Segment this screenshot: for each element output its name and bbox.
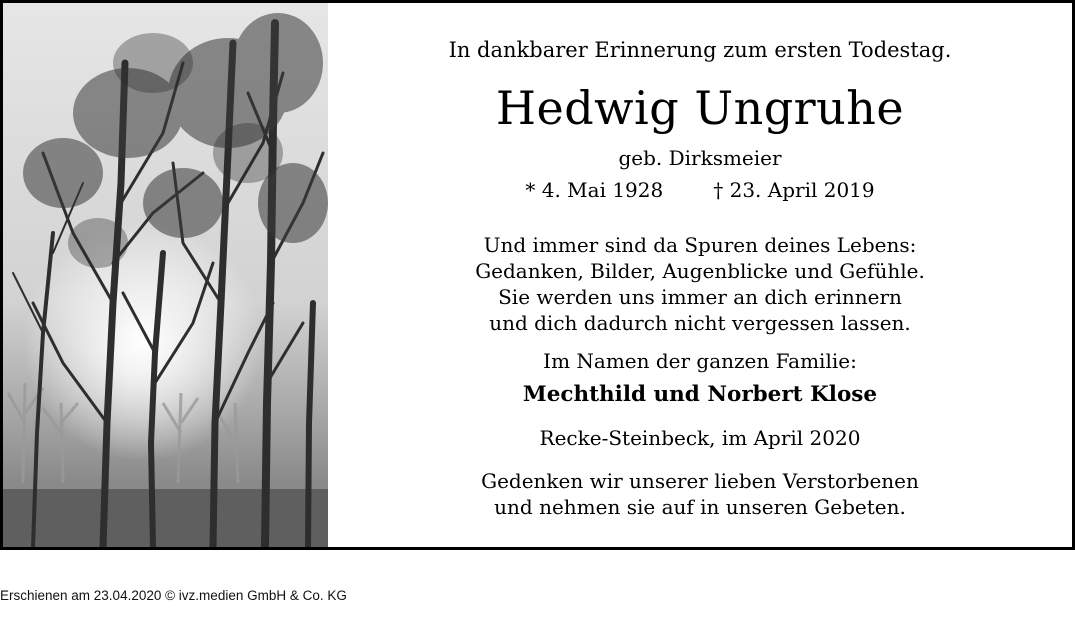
closing-line: und nehmen sie auf in unseren Gebeten.	[494, 495, 906, 519]
notice-text	[328, 3, 1072, 547]
family-names: Mechthild und Norbert Klose	[522, 382, 878, 407]
deceased-name: Hedwig Ungruhe	[495, 81, 905, 135]
death-date: † 23. April 2019	[713, 178, 875, 202]
birth-name: geb. Dirksmeier	[618, 146, 782, 170]
publication-footer: Erschienen am 23.04.2020 © ivz.medien GmbH & Co. KG	[0, 588, 347, 603]
poem-line: und dich dadurch nicht vergessen lassen.	[489, 311, 911, 335]
closing-line: Gedenken wir unserer lieben Verstorbenen	[481, 469, 919, 493]
family-intro: Im Namen der ganzen Familie:	[543, 349, 857, 373]
poem	[328, 232, 1072, 336]
poem-line: Sie werden uns immer an dich erinnern	[498, 285, 902, 309]
place-date: Recke-Steinbeck, im April 2020	[539, 426, 861, 450]
intro-text: In dankbarer Erinnerung zum ersten Todestag.	[448, 38, 952, 62]
trees-photo	[3, 3, 328, 547]
misty-trees-image	[3, 3, 328, 547]
birth-date: * 4. Mai 1928	[525, 178, 664, 202]
poem-line: Gedanken, Bilder, Augenblicke und Gefühle.	[475, 259, 925, 283]
closing-text	[328, 468, 1072, 520]
poem-line: Und immer sind da Spuren deines Lebens:	[483, 233, 917, 257]
life-dates	[328, 178, 1072, 202]
